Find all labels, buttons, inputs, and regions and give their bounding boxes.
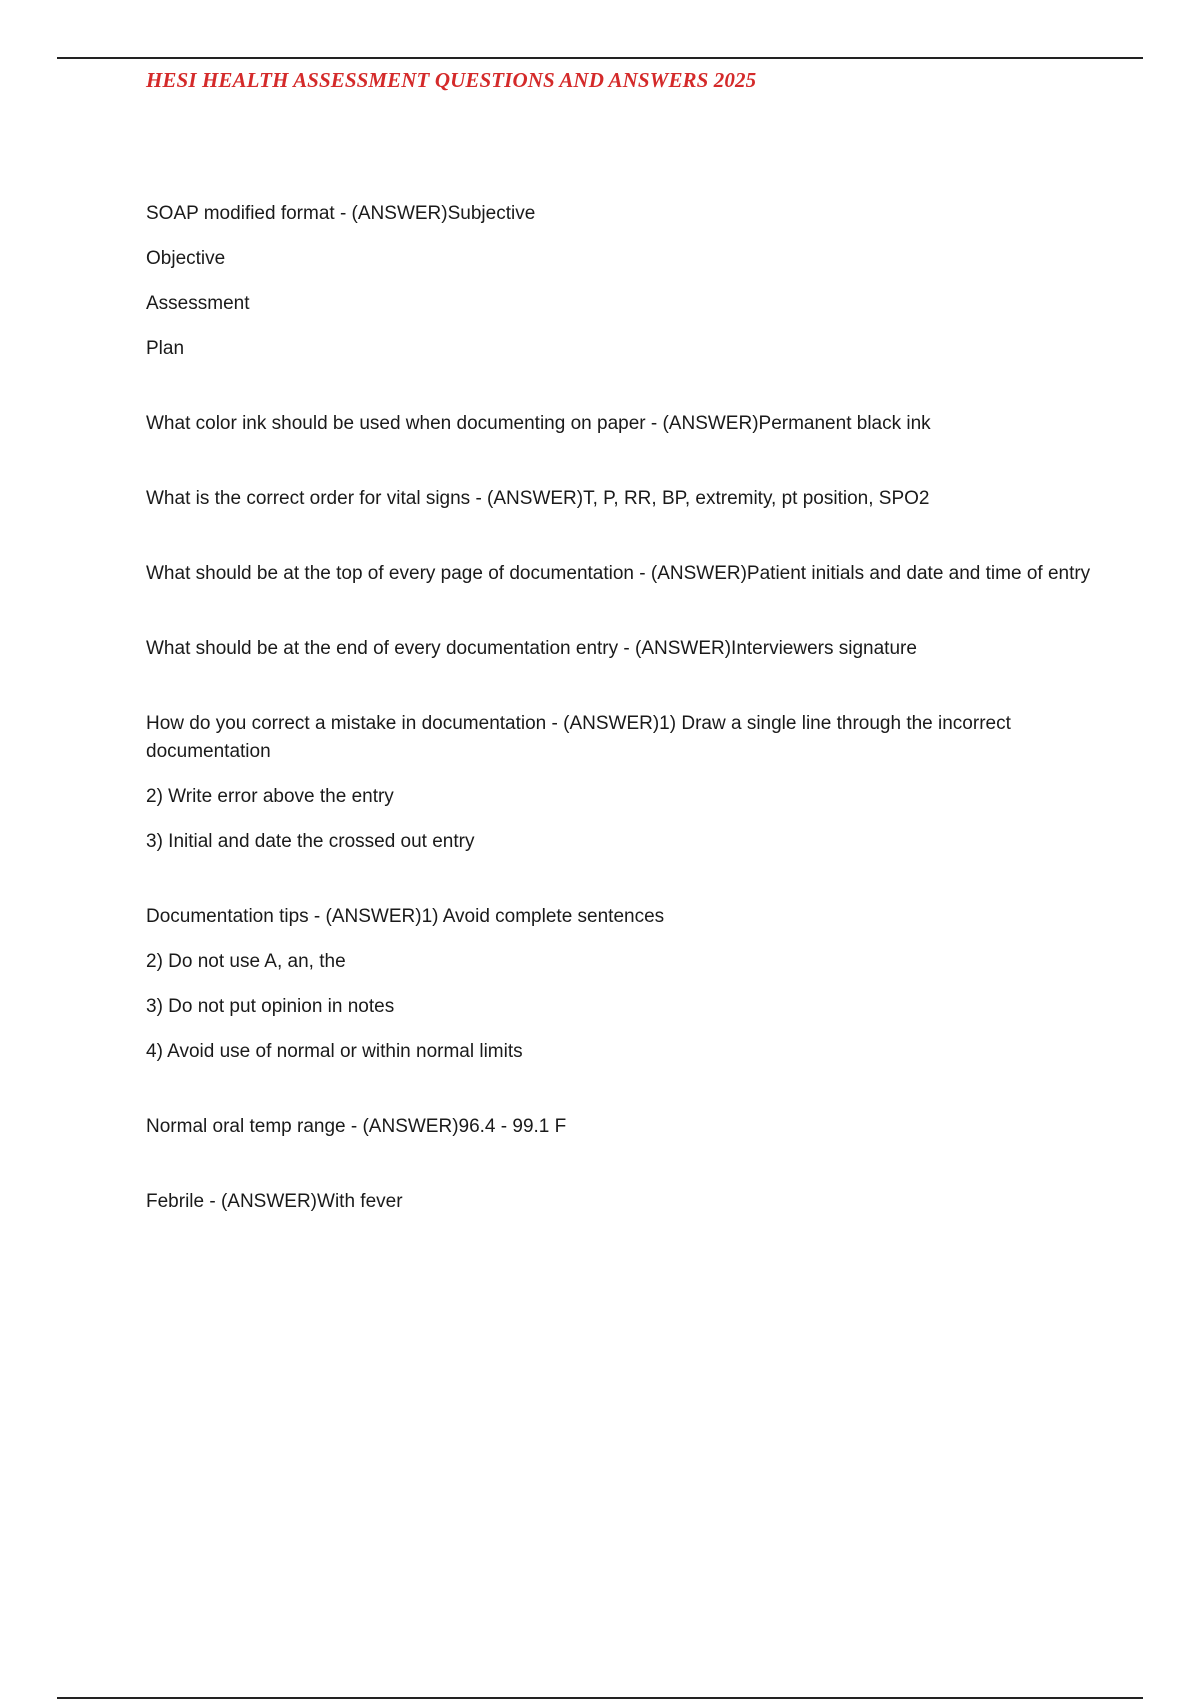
- qa-entry-soap: [146, 200, 1096, 363]
- qa-entry-correct-mistake: [146, 710, 1096, 856]
- qa-line: Plan: [146, 338, 185, 359]
- footer-rule: [57, 1697, 1143, 1699]
- qa-line: Febrile - (ANSWER)With fever: [146, 1191, 403, 1212]
- qa-line: What should be at the end of every documentation entry - (ANSWER)Interviewers signature: [146, 638, 917, 659]
- qa-list: [146, 200, 1096, 1263]
- qa-line: What color ink should be used when documenting on paper - (ANSWER)Permanent black ink: [146, 413, 931, 434]
- qa-line: 4) Avoid use of normal or within normal limits: [146, 1041, 523, 1062]
- qa-line: 2) Write error above the entry: [146, 786, 394, 807]
- qa-line: Normal oral temp range - (ANSWER)96.4 - 99.1 F: [146, 1116, 567, 1137]
- qa-line: Documentation tips - (ANSWER)1) Avoid complete sentences: [146, 906, 665, 927]
- qa-line: How do you correct a mistake in documentation - (ANSWER)1) Draw a single line through the incorrect documentation: [146, 713, 1011, 762]
- qa-entry-ink-color: [146, 410, 1096, 438]
- qa-line: Assessment: [146, 293, 250, 314]
- document-title: HESI HEALTH ASSESSMENT QUESTIONS AND ANSWERS 2025: [146, 68, 757, 92]
- qa-line: SOAP modified format - (ANSWER)Subjective: [146, 203, 536, 224]
- qa-line: What is the correct order for vital signs - (ANSWER)T, P, RR, BP, extremity, pt position, SPO2: [146, 488, 930, 509]
- qa-entry-documentation-tips: [146, 903, 1096, 1066]
- qa-line: What should be at the top of every page of documentation - (ANSWER)Patient initials and date and time of entry: [146, 563, 1091, 584]
- qa-entry-febrile: [146, 1188, 1096, 1216]
- qa-entry-page-top: [146, 560, 1096, 588]
- qa-line: Objective: [146, 248, 226, 269]
- qa-line: 2) Do not use A, an, the: [146, 951, 346, 972]
- qa-entry-oral-temp: [146, 1113, 1096, 1141]
- qa-entry-vital-signs-order: [146, 485, 1096, 513]
- qa-entry-entry-end: [146, 635, 1096, 663]
- qa-line: 3) Do not put opinion in notes: [146, 996, 395, 1017]
- header-rule: [57, 57, 1143, 59]
- qa-line: 3) Initial and date the crossed out entry: [146, 831, 475, 852]
